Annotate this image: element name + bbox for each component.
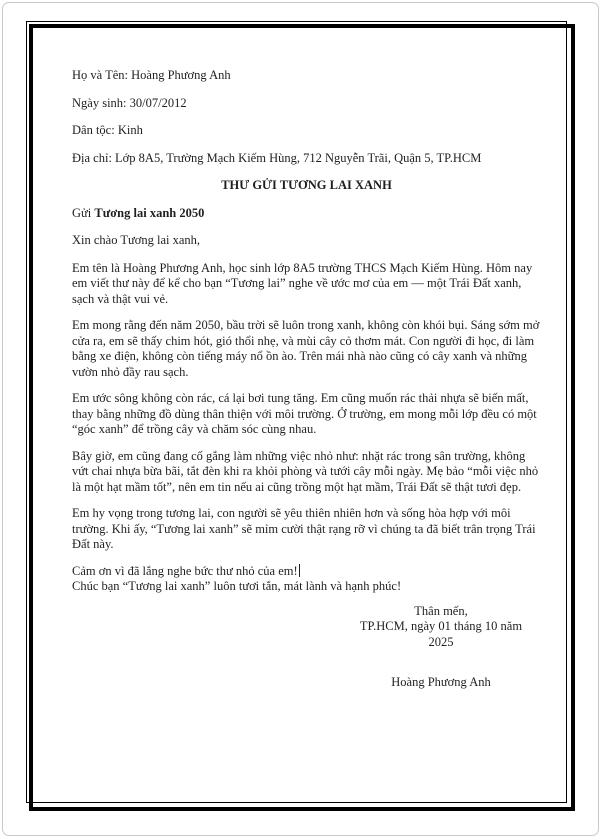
letter-title: THƯ GỬI TƯƠNG LAI XANH <box>221 178 392 192</box>
recipient-prefix: Gửi <box>72 205 95 220</box>
letter-document-text-area[interactable] <box>33 28 571 691</box>
signature-date-line-1: TP.HCM, ngày 01 tháng 10 năm <box>359 619 523 633</box>
signature-farewell: Thân mến, <box>414 603 468 618</box>
body-paragraph-2: Em mong rằng đến năm 2050, bầu trời sẽ luôn trong xanh, không còn khói bụi. Sáng sớm mở cửa ra, em sẽ thấy chim hót, gió thổi nhẹ, và mùi cây cỏ thơm mát. Con người đi học, đi làm bằng xe điện, không còn tiếng máy nổ ồn ào. Trên mái nhà nào cũng có cây xanh và những vườn nhỏ đầy rau sạch. <box>72 318 540 379</box>
salutation-line: Xin chào Tương lai xanh, <box>72 233 201 247</box>
closing-lines <box>72 564 541 595</box>
signature-block <box>341 604 541 691</box>
closing-line-2: Chúc bạn “Tương lai xanh” luôn tươi tắn, mát lành và hạnh phúc! <box>72 579 402 593</box>
closing-line-1: Cảm ơn vì đã lắng nghe bức thư nhỏ của em! <box>72 563 298 578</box>
header-line-dob: Ngày sinh: 30/07/2012 <box>72 95 187 110</box>
signature-name: Hoàng Phương Anh <box>391 675 491 689</box>
header-line-address: Địa chỉ: Lớp 8A5, Trường Mạch Kiếm Hùng, 712 Nguyễn Trãi, Quận 5, TP.HCM <box>72 150 482 165</box>
body-paragraph-3: Em ước sông không còn rác, cá lại bơi tung tăng. Em cũng muốn rác thải nhựa sẽ biến mất, thay bằng những đồ dùng thân thiện với môi trường. Ở trường, em mong mỗi lớp đều có một “góc xanh” để trồng cây và chăm sóc cùng nhau. <box>72 391 537 436</box>
header-line-name: Họ và Tên: Hoàng Phương Anh <box>72 68 231 82</box>
body-paragraph-4: Bây giờ, em cũng đang cố gắng làm những việc nhỏ như: nhặt rác trong sân trường, không vứt chai nhựa bừa bãi, tắt đèn khi ra khỏi phòng và tưới cây mỗi ngày. Mẹ bảo “mỗi việc nhỏ là một hạt mầm tốt”, nên em tin nếu ai cũng trồng một hạt mầm, Trái Đất sẽ thật tươi đẹp. <box>72 448 539 494</box>
body-paragraph-5: Em hy vọng trong tương lai, con người sẽ yêu thiên nhiên hơn và sống hòa hợp với môi trường. Khi ấy, “Tương lai xanh” sẽ mỉm cười thật rạng rỡ vì chúng ta đã biết trân trọng Trái Đất này. <box>72 506 536 551</box>
body-paragraph-1: Em tên là Hoàng Phương Anh, học sinh lớp 8A5 trường THCS Mạch Kiếm Hùng. Hôm nay em viết thư này để kể cho bạn “Tương lai” nghe về ước mơ của em — một Trái Đất xanh, sạch và thật vui vẻ. <box>72 260 533 306</box>
signature-date-line-2: 2025 <box>428 634 454 649</box>
recipient-name-bold: Tương lai xanh 2050 <box>94 205 205 220</box>
recipient-line <box>72 206 541 222</box>
header-line-ethnicity: Dân tộc: Kinh <box>72 123 143 137</box>
text-cursor-caret <box>299 564 300 577</box>
